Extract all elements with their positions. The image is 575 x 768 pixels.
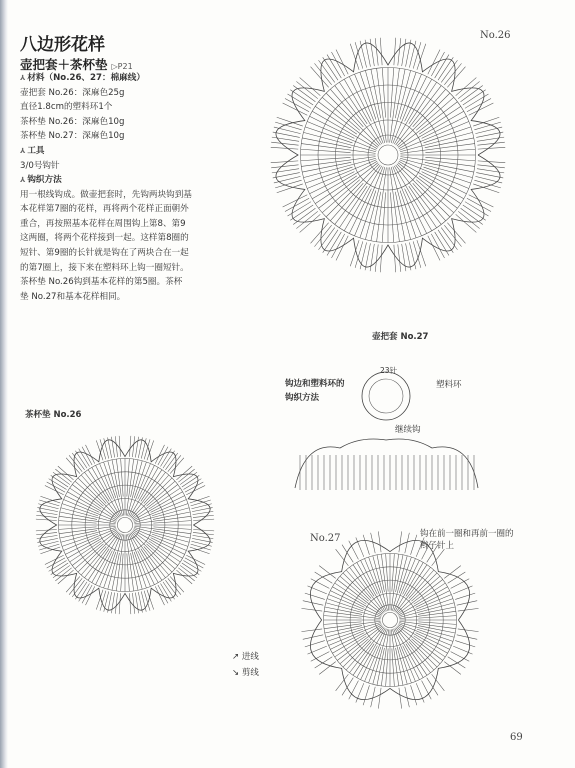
materials-line: 直径1.8cm的塑料环1个 <box>20 102 113 113</box>
label-23-stitches: 23针 <box>380 366 398 375</box>
plastic-ring-inner <box>369 379 403 413</box>
page-title: 八边形花样 <box>20 35 105 55</box>
method-line: 垫 No.27和基本花样相同。 <box>20 291 126 302</box>
label-no27: No.27 <box>310 533 341 544</box>
legend-cut: ↘ 剪线 <box>232 668 259 678</box>
label-coaster-26: 茶杯垫 No.26 <box>25 410 82 420</box>
materials-line: 茶杯垫 No.26：深麻色10g <box>20 116 125 127</box>
materials-line: 茶杯垫 No.27：深麻色10g <box>20 131 125 142</box>
label-continue: 继续钩 <box>395 425 421 435</box>
method-line: 短针、第9圈的长针就是钩在了两块合在一起 <box>20 247 189 258</box>
page-reference: ▷P21 <box>111 62 133 71</box>
method-line: 的第7圈上，接下来在塑料环上钩一圈短针。 <box>20 262 189 273</box>
method-heading: ⅄ 钩织方法 <box>20 175 62 185</box>
crochet-chart-coaster-no26 <box>36 436 214 614</box>
legend-join: ↗ 进线 <box>232 652 259 662</box>
crochet-chart-no26-large <box>271 38 505 272</box>
method-line: 这两圈，将两个花样接到一起。这样第8圈的 <box>20 233 189 244</box>
label-handle-cover: 壶把套 No.27 <box>372 332 429 342</box>
label-no26-top: No.26 <box>480 30 511 41</box>
page-number: 69 <box>510 732 523 743</box>
method-line: 用一根线钩成。做壶把套时，先钩两块钩到基 <box>20 189 192 200</box>
materials-heading: ⅄ 材料（No.26、27：棉麻线） <box>20 73 145 83</box>
crochet-chart-no27 <box>301 531 478 708</box>
subtitle-text: 壶把套＋茶杯垫 <box>20 57 108 72</box>
method-line: 重合，再按照基本花样在周围钩上第8、第9 <box>20 218 186 229</box>
method-line: 茶杯垫 No.26钩到基本花样的第5圈。茶杯 <box>20 277 183 288</box>
edging-curve <box>295 439 478 488</box>
label-ring-method: 钩边和塑料环的 钩织方法 <box>285 379 345 403</box>
tools-heading: ⅄ 工具 <box>20 146 45 156</box>
materials-line: 壶把套 No.26：深麻色25g <box>20 87 125 98</box>
tools-line: 3/0号钩针 <box>20 160 60 171</box>
method-line: 本花样第7圈的花样，再将两个花样正面朝外 <box>20 204 189 215</box>
label-plastic-ring: 塑料环 <box>436 380 462 390</box>
join-arrow-icon: ↗ <box>232 652 242 662</box>
cut-arrow-icon: ↘ <box>232 668 242 678</box>
label-note-27: 钩在前一圈和再前一圈的 辫子针上 <box>420 529 514 551</box>
